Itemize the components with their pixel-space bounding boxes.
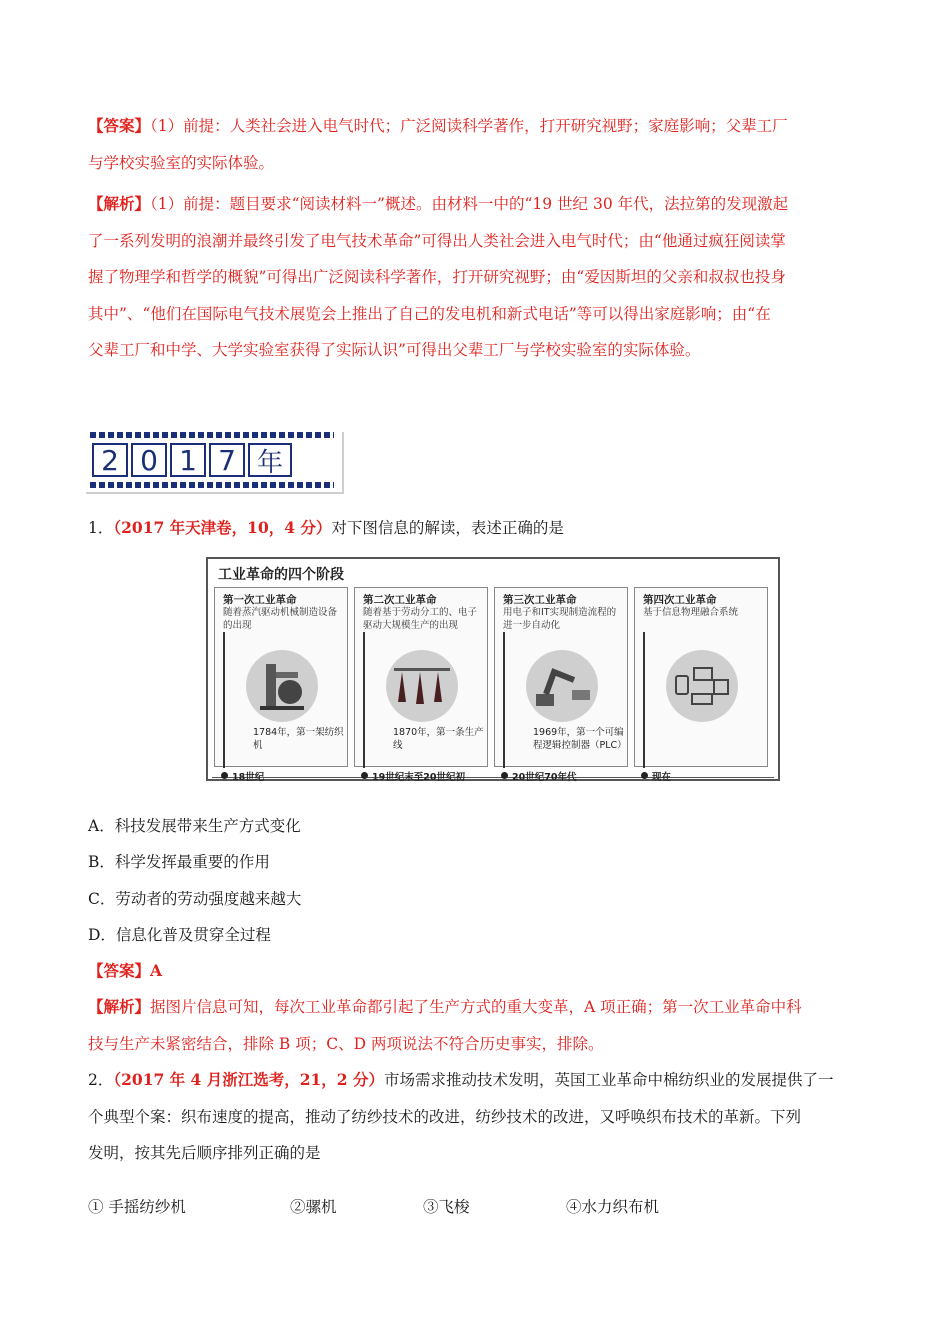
analysis-line: 其中”、“他们在国际电气技术展览会上推出了自己的发电机和新式电话”等可以得出家庭影响；由“在 bbox=[88, 304, 771, 323]
invention-item-4: ④水力织布机 bbox=[566, 1198, 660, 1216]
industrial-revolution-figure bbox=[206, 557, 780, 781]
analysis-block-1 bbox=[88, 186, 868, 369]
answer-line: （1）前提：人类社会进入电气时代；广泛阅读科学著作，打开研究视野；家庭影响；父辈工厂 bbox=[150, 117, 788, 135]
answer-block-1 bbox=[88, 108, 868, 181]
timeline-dot bbox=[221, 772, 228, 779]
question-source: （2017 年天津卷，10，4 分） bbox=[113, 518, 332, 537]
timeline-axis bbox=[212, 777, 774, 778]
production-line-illustration bbox=[386, 650, 458, 722]
year-digit: 0 bbox=[131, 443, 167, 477]
year-digit: 7 bbox=[209, 443, 245, 477]
stage-name: 第一次工业革命 bbox=[223, 594, 297, 606]
stage-desc: 随着蒸汽驱动机械制造设备的出现 bbox=[223, 607, 338, 631]
answer-block-q1 bbox=[88, 960, 162, 982]
stage-name: 第二次工业革命 bbox=[363, 594, 437, 606]
answer-value: A bbox=[150, 961, 163, 980]
analysis-line: （1）前提：题目要求“阅读材料一”概述。由材料一中的“19 世纪 30 年代，法拉第的发现激起 bbox=[150, 195, 789, 213]
year-char: 年 bbox=[248, 443, 292, 477]
year-digit: 2 bbox=[92, 443, 128, 477]
question-1-stem bbox=[88, 517, 564, 539]
question-text: 市场需求推动技术发明，英国工业革命中棉纺织业的发展提供了一 bbox=[384, 1071, 834, 1089]
stage-desc: 随着基于劳动分工的、电子驱动大规模生产的出现 bbox=[363, 607, 478, 631]
answer-tag: 【答案】 bbox=[88, 116, 151, 135]
analysis-line: 父辈工厂和中学、大学实验室获得了实际认识”可得出父辈工厂与学校实验室的实际体验。 bbox=[88, 341, 701, 359]
stage-panel-3 bbox=[494, 587, 628, 767]
analysis-line: 握了物理学和哲学的概貌”可得出广泛阅读科学著作，打开研究视野；由“爱因斯坦的父亲和叔叔也投身 bbox=[88, 268, 786, 286]
stage-panel-2 bbox=[354, 587, 488, 767]
option-b: B．科学发挥最重要的作用 bbox=[88, 853, 270, 871]
stage-panel-1 bbox=[214, 587, 348, 767]
option-a: A．科技发展带来生产方式变化 bbox=[88, 817, 301, 835]
timeline-dot bbox=[361, 772, 368, 779]
question-source: （2017 年 4 月浙江选考，21，2 分） bbox=[113, 1070, 384, 1089]
year-digit: 1 bbox=[170, 443, 206, 477]
timeline-connector bbox=[363, 632, 365, 768]
loom-illustration bbox=[246, 650, 318, 722]
timeline-dot bbox=[501, 772, 508, 779]
film-holes-bottom bbox=[90, 482, 334, 488]
stage-name: 第三次工业革命 bbox=[503, 594, 577, 606]
timeline-dot bbox=[641, 772, 648, 779]
invention-item-2: ②骡机 bbox=[290, 1198, 337, 1216]
era-label: 19世纪末至20世纪初 bbox=[372, 772, 465, 783]
invention-item-1: ① 手摇纺纱机 bbox=[88, 1198, 186, 1216]
option-d: D．信息化普及贯穿全过程 bbox=[88, 926, 271, 944]
stage-note: 1969年，第一个可编程逻辑控制器（PLC） bbox=[533, 727, 627, 751]
stage-desc: 基于信息物理融合系统 bbox=[643, 607, 739, 618]
era-label: 18世纪 bbox=[232, 772, 265, 783]
stage-desc: 用电子和IT实现制造流程的进一步自动化 bbox=[503, 607, 617, 631]
year-banner bbox=[86, 432, 344, 494]
invention-item-3: ③飞梭 bbox=[423, 1198, 470, 1216]
answer-tag: 【答案】 bbox=[88, 961, 151, 980]
cyber-physical-illustration bbox=[666, 650, 738, 722]
figure-title: 工业革命的四个阶段 bbox=[218, 567, 344, 583]
timeline-connector bbox=[503, 632, 505, 768]
analysis-line: 了一系列发明的浪潮并最终引发了电气技术革命”可得出人类社会进入电气时代；由“他通过疯狂阅读掌 bbox=[88, 231, 786, 250]
answer-line: 与学校实验室的实际体验。 bbox=[88, 153, 275, 172]
analysis-line: 据图片信息可知，每次工业革命都引起了生产方式的重大变革，A 项正确；第一次工业革命中科 bbox=[150, 998, 802, 1016]
question-2-stem bbox=[88, 1062, 868, 1172]
stage-note: 1870年，第一条生产线 bbox=[393, 727, 484, 751]
analysis-line: 技与生产未紧密结合，排除 B 项；C、D 两项说法不符合历史事实，排除。 bbox=[88, 1034, 604, 1053]
timeline-connector bbox=[643, 632, 645, 768]
analysis-tag: 【解析】 bbox=[88, 997, 151, 1016]
question-number: 1． bbox=[88, 519, 114, 537]
analysis-tag: 【解析】 bbox=[88, 194, 151, 213]
era-label: 20世纪70年代 bbox=[512, 772, 577, 783]
question-text: 发明，按其先后顺序排列正确的是 bbox=[88, 1144, 321, 1162]
option-c: C．劳动者的劳动强度越来越大 bbox=[88, 890, 302, 908]
era-label: 现在 bbox=[652, 772, 672, 783]
film-holes-top bbox=[90, 432, 334, 438]
question-number: 2． bbox=[88, 1071, 114, 1089]
stage-note: 1784年，第一架纺织机 bbox=[253, 727, 344, 751]
question-text: 个典型个案：织布速度的提高，推动了纺纱技术的改进，纺纱技术的改进，又呼唤织布技术的革新。下列 bbox=[88, 1107, 802, 1126]
stage-name: 第四次工业革命 bbox=[643, 594, 717, 606]
stage-panel-4 bbox=[634, 587, 768, 767]
robot-arm-illustration bbox=[526, 650, 598, 722]
analysis-block-q1 bbox=[88, 989, 868, 1062]
question-text: 对下图信息的解读，表述正确的是 bbox=[331, 519, 564, 537]
timeline-connector bbox=[223, 632, 225, 768]
year-digits bbox=[92, 443, 292, 477]
